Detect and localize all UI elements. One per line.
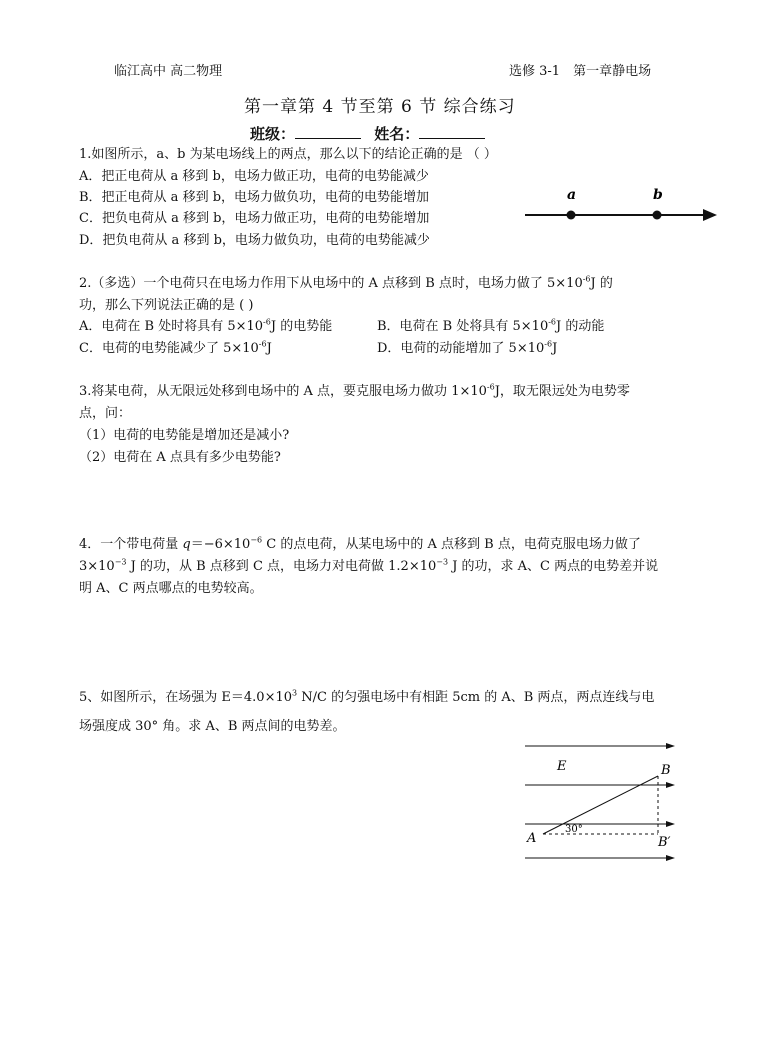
q1-stem: 1.如图所示，a、b 为某电场线上的两点，那么以下的结论正确的是 （ ） (79, 147, 497, 162)
field-line-1-arrowhead (666, 743, 675, 749)
field-line-arrowhead (703, 209, 717, 221)
q2-option-c (79, 340, 272, 358)
q2-line1-tail: J 的 (590, 276, 613, 291)
q1-figure (525, 182, 720, 227)
q4-line2-tail: J 的功，求 A、C 两点的电势差并说 (448, 559, 659, 574)
q1-option-b: B．把正电荷从 a 移到 b，电场力做负功，电荷的电势能增加 (79, 190, 430, 205)
name-label: 姓名： (374, 125, 420, 143)
q3-line1-text: 3.将某电荷，从无限远处移到电场中的 A 点，要克服电场力做功 1×10 (79, 384, 487, 399)
q2-line2: 功，那么下列说法正确的是 ( ) (79, 298, 254, 313)
header-left: 临江高中 高二物理 (114, 64, 223, 79)
q4-charge-value: ＝−6×10 (190, 537, 251, 552)
q2-option-a-tail: J 的电势能 (270, 319, 333, 334)
name-blank[interactable] (419, 124, 485, 139)
q4-line1-text: 4．一个带电荷量 (79, 537, 183, 552)
q4-line2-exp2: −3 (436, 557, 449, 567)
q2-option-a-text: A．电荷在 B 处时将具有 5×10 (79, 319, 264, 334)
point-a-dot (567, 211, 576, 220)
q2-line1-text: 2.（多选）一个电荷只在电场力作用下从电场中的 A 点移到 B 点时，电场力做了 5×10 (79, 276, 583, 291)
q2-option-b-tail: J 的动能 (556, 319, 605, 334)
q5-line2: 场强度成 30° 角。求 A、B 两点间的电势差。 (79, 719, 346, 734)
q2-option-c-text: C．电荷的电势能减少了 5×10 (79, 341, 259, 356)
q4-charge-symbol: q (182, 537, 191, 552)
q2-line1-exp: -6 (582, 274, 591, 284)
q2-option-d-text: D．电荷的动能增加了 5×10 (377, 341, 545, 356)
q2-option-c-tail: J (266, 341, 272, 356)
point-b-dot (653, 211, 662, 220)
q1-option-a: A．把正电荷从 a 移到 b，电场力做正功，电荷的电势能减少 (79, 169, 429, 184)
q2-option-a-exp: -6 (263, 317, 271, 327)
q2-option-c-exp: -6 (258, 339, 267, 349)
q2-option-d-tail: J (552, 341, 558, 356)
q5-line1-exp: 3 (292, 688, 298, 698)
class-name-row (250, 123, 485, 144)
label-b-point: B (661, 763, 671, 778)
class-blank[interactable] (295, 124, 361, 139)
q2-option-b-text: B．电荷在 B 处将具有 5×10 (377, 319, 549, 334)
q2-line1 (79, 275, 613, 293)
q3-line1-tail: J，取无限远处为电势零 (494, 384, 630, 399)
q3-line2: 点，问： (79, 406, 132, 421)
q4-line2-mid: J 的功，从 B 点移到 C 点，电场力对电荷做 1.2×10 (126, 559, 437, 574)
label-a: a (567, 187, 577, 203)
q3-line1 (79, 383, 630, 401)
label-b-prime: B′ (658, 835, 671, 850)
label-b: b (653, 187, 663, 203)
label-angle: 30° (565, 824, 583, 835)
q5-figure (525, 738, 680, 863)
q5-line1 (79, 689, 654, 707)
label-a-point: A (527, 831, 537, 846)
field-line-2-arrowhead (666, 782, 675, 788)
q3-line1-exp: -6 (486, 382, 495, 392)
q3-sub1: （1）电荷的电势能是增加还是减小? (79, 428, 290, 443)
q2-option-b-exp: -6 (548, 317, 557, 327)
q4-line2-exp: −3 (114, 557, 127, 567)
q3-sub2: （2）电荷在 A 点具有多少电势能? (79, 450, 281, 465)
q5-line1-text: 5、如图所示，在场强为 E＝4.0×10 (79, 690, 293, 705)
q4-line2 (79, 558, 658, 576)
q2-option-b (377, 318, 604, 336)
label-e: E (557, 759, 567, 774)
class-label: 班级： (250, 125, 296, 143)
header-right: 选修 3-1 第一章静电场 (509, 64, 652, 79)
q4-line1 (79, 536, 641, 554)
field-line-3-arrowhead (666, 821, 675, 827)
q4-line1-tail: C 的点电荷，从某电场中的 A 点移到 B 点，电荷克服电场力做了 (262, 537, 641, 552)
q1-option-c: C．把负电荷从 a 移到 b，电场力做正功，电荷的电势能增加 (79, 211, 430, 226)
field-line-4-arrowhead (666, 855, 675, 861)
page-title: 第一章第 4 节至第 6 节 综合练习 (244, 97, 516, 117)
q1-option-d: D．把负电荷从 a 移到 b，电场力做负功，电荷的电势能减少 (79, 233, 430, 248)
q4-line2-text: 3×10 (79, 559, 115, 574)
q4-charge-exp: −6 (250, 535, 263, 545)
q2-option-d (377, 340, 557, 358)
q4-line3: 明 A、C 两点哪点的电势较高。 (79, 581, 263, 596)
q5-line1-tail: N/C 的匀强电场中有相距 5cm 的 A、B 两点，两点连线与电 (297, 690, 655, 705)
q2-option-d-exp: -6 (544, 339, 553, 349)
q2-option-a (79, 318, 332, 336)
